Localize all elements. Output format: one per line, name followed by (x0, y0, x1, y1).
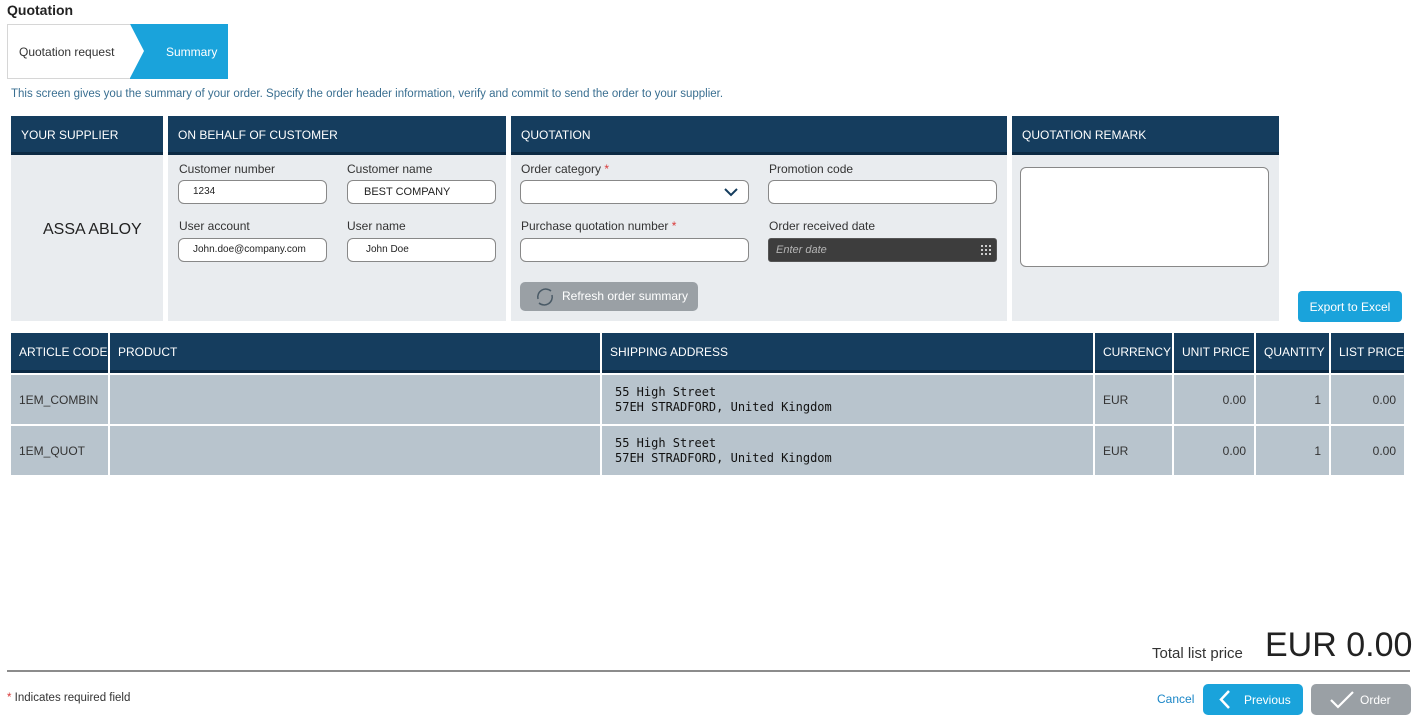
address-line-1: 55 High Street (615, 385, 717, 399)
order-label: Order (1360, 693, 1391, 707)
shipping-address-cell (602, 426, 1093, 475)
shipping-address-cell (602, 375, 1093, 424)
user-name-input[interactable]: John Doe (347, 238, 496, 262)
order-category-label: Order category * (521, 162, 610, 176)
required-field-note: * Indicates required field (7, 692, 131, 704)
purchase-quotation-input[interactable] (520, 238, 749, 262)
refresh-order-summary-button[interactable] (520, 282, 698, 311)
customer-header: ON BEHALF OF CUSTOMER (168, 116, 506, 155)
step-indicator (7, 24, 227, 79)
customer-number-input[interactable]: 1234 (178, 180, 327, 204)
col-list-price: LIST PRICE (1331, 333, 1404, 373)
unit-price-cell (1174, 426, 1254, 475)
customer-number-label: Customer number (179, 162, 276, 176)
user-name-label: User name (347, 219, 406, 233)
promotion-code-label: Promotion code (769, 162, 854, 176)
currency-value: EUR (1103, 393, 1129, 407)
address-line-2: 57EH STRADFORD, United Kingdom (615, 400, 832, 414)
page-title: Quotation (7, 2, 74, 18)
table-row[interactable] (11, 375, 108, 424)
previous-button[interactable] (1203, 684, 1303, 715)
currency-value: EUR (1103, 444, 1129, 458)
article-code-cell: 1EM_QUOT (19, 444, 86, 458)
supplier-name: ASSA ABLOY (43, 221, 142, 238)
step-quotation-request[interactable]: Quotation request (19, 45, 115, 59)
export-to-excel-button[interactable]: Export to Excel (1298, 291, 1402, 322)
remark-header: QUOTATION REMARK (1012, 116, 1279, 155)
quantity-value: 1 (1314, 444, 1321, 458)
list-price-cell (1331, 426, 1404, 475)
quotation-header: QUOTATION (511, 116, 1007, 155)
col-article-code: ARTICLE CODE (11, 333, 108, 373)
col-product: PRODUCT (110, 333, 600, 373)
intro-text: This screen gives you the summary of your order. Specify the order header information, verify and commit to send the order to your supplier. (11, 88, 724, 100)
chevron-left-icon (1218, 689, 1232, 710)
step-summary-label: Summary (166, 45, 218, 59)
unit-price-value: 0.00 (1222, 444, 1246, 458)
promotion-code-input[interactable] (768, 180, 997, 204)
article-code-cell: 1EM_COMBIN (19, 393, 99, 407)
order-received-label: Order received date (769, 219, 876, 233)
quantity-value: 1 (1314, 393, 1321, 407)
purchase-quotation-label: Purchase quotation number * (521, 219, 677, 233)
order-received-date-input[interactable] (768, 238, 997, 262)
user-account-label: User account (179, 219, 250, 233)
refresh-icon (534, 286, 556, 308)
calendar-grid-icon[interactable] (981, 245, 991, 255)
unit-price-cell (1174, 375, 1254, 424)
refresh-label: Refresh order summary (562, 289, 689, 303)
product-cell (110, 426, 600, 475)
quantity-cell (1256, 375, 1329, 424)
unit-price-value: 0.00 (1222, 393, 1246, 407)
product-cell (110, 375, 600, 424)
step-arrow (130, 24, 144, 78)
list-price-cell (1331, 375, 1404, 424)
address-line-2: 57EH STRADFORD, United Kingdom (615, 451, 832, 465)
quotation-remark-textarea[interactable] (1020, 167, 1269, 267)
total-list-price-value: EUR 0.00 (1265, 626, 1413, 664)
cancel-link[interactable]: Cancel (1157, 692, 1195, 706)
col-currency: CURRENCY (1095, 333, 1172, 373)
total-list-price-label: Total list price (1152, 645, 1243, 662)
order-category-select[interactable] (520, 180, 749, 204)
col-shipping-address: SHIPPING ADDRESS (602, 333, 1093, 373)
currency-cell (1095, 426, 1172, 475)
supplier-header: YOUR SUPPLIER (11, 116, 163, 155)
address-line-1: 55 High Street (615, 436, 717, 450)
chevron-down-icon (722, 183, 740, 201)
col-quantity: QUANTITY (1256, 333, 1329, 373)
user-account-input[interactable]: John.doe@company.com (178, 238, 327, 262)
order-button[interactable] (1311, 684, 1411, 715)
table-row[interactable] (11, 426, 108, 475)
quantity-cell (1256, 426, 1329, 475)
list-price-value: 0.00 (1372, 393, 1396, 407)
checkmark-icon (1329, 690, 1355, 710)
customer-name-label: Customer name (347, 162, 433, 176)
footer-divider (7, 670, 1410, 672)
previous-label: Previous (1244, 693, 1291, 707)
list-price-value: 0.00 (1372, 444, 1396, 458)
order-received-placeholder: Enter date (776, 244, 827, 256)
customer-name-input[interactable]: BEST COMPANY (347, 180, 496, 204)
col-unit-price: UNIT PRICE (1174, 333, 1254, 373)
currency-cell (1095, 375, 1172, 424)
